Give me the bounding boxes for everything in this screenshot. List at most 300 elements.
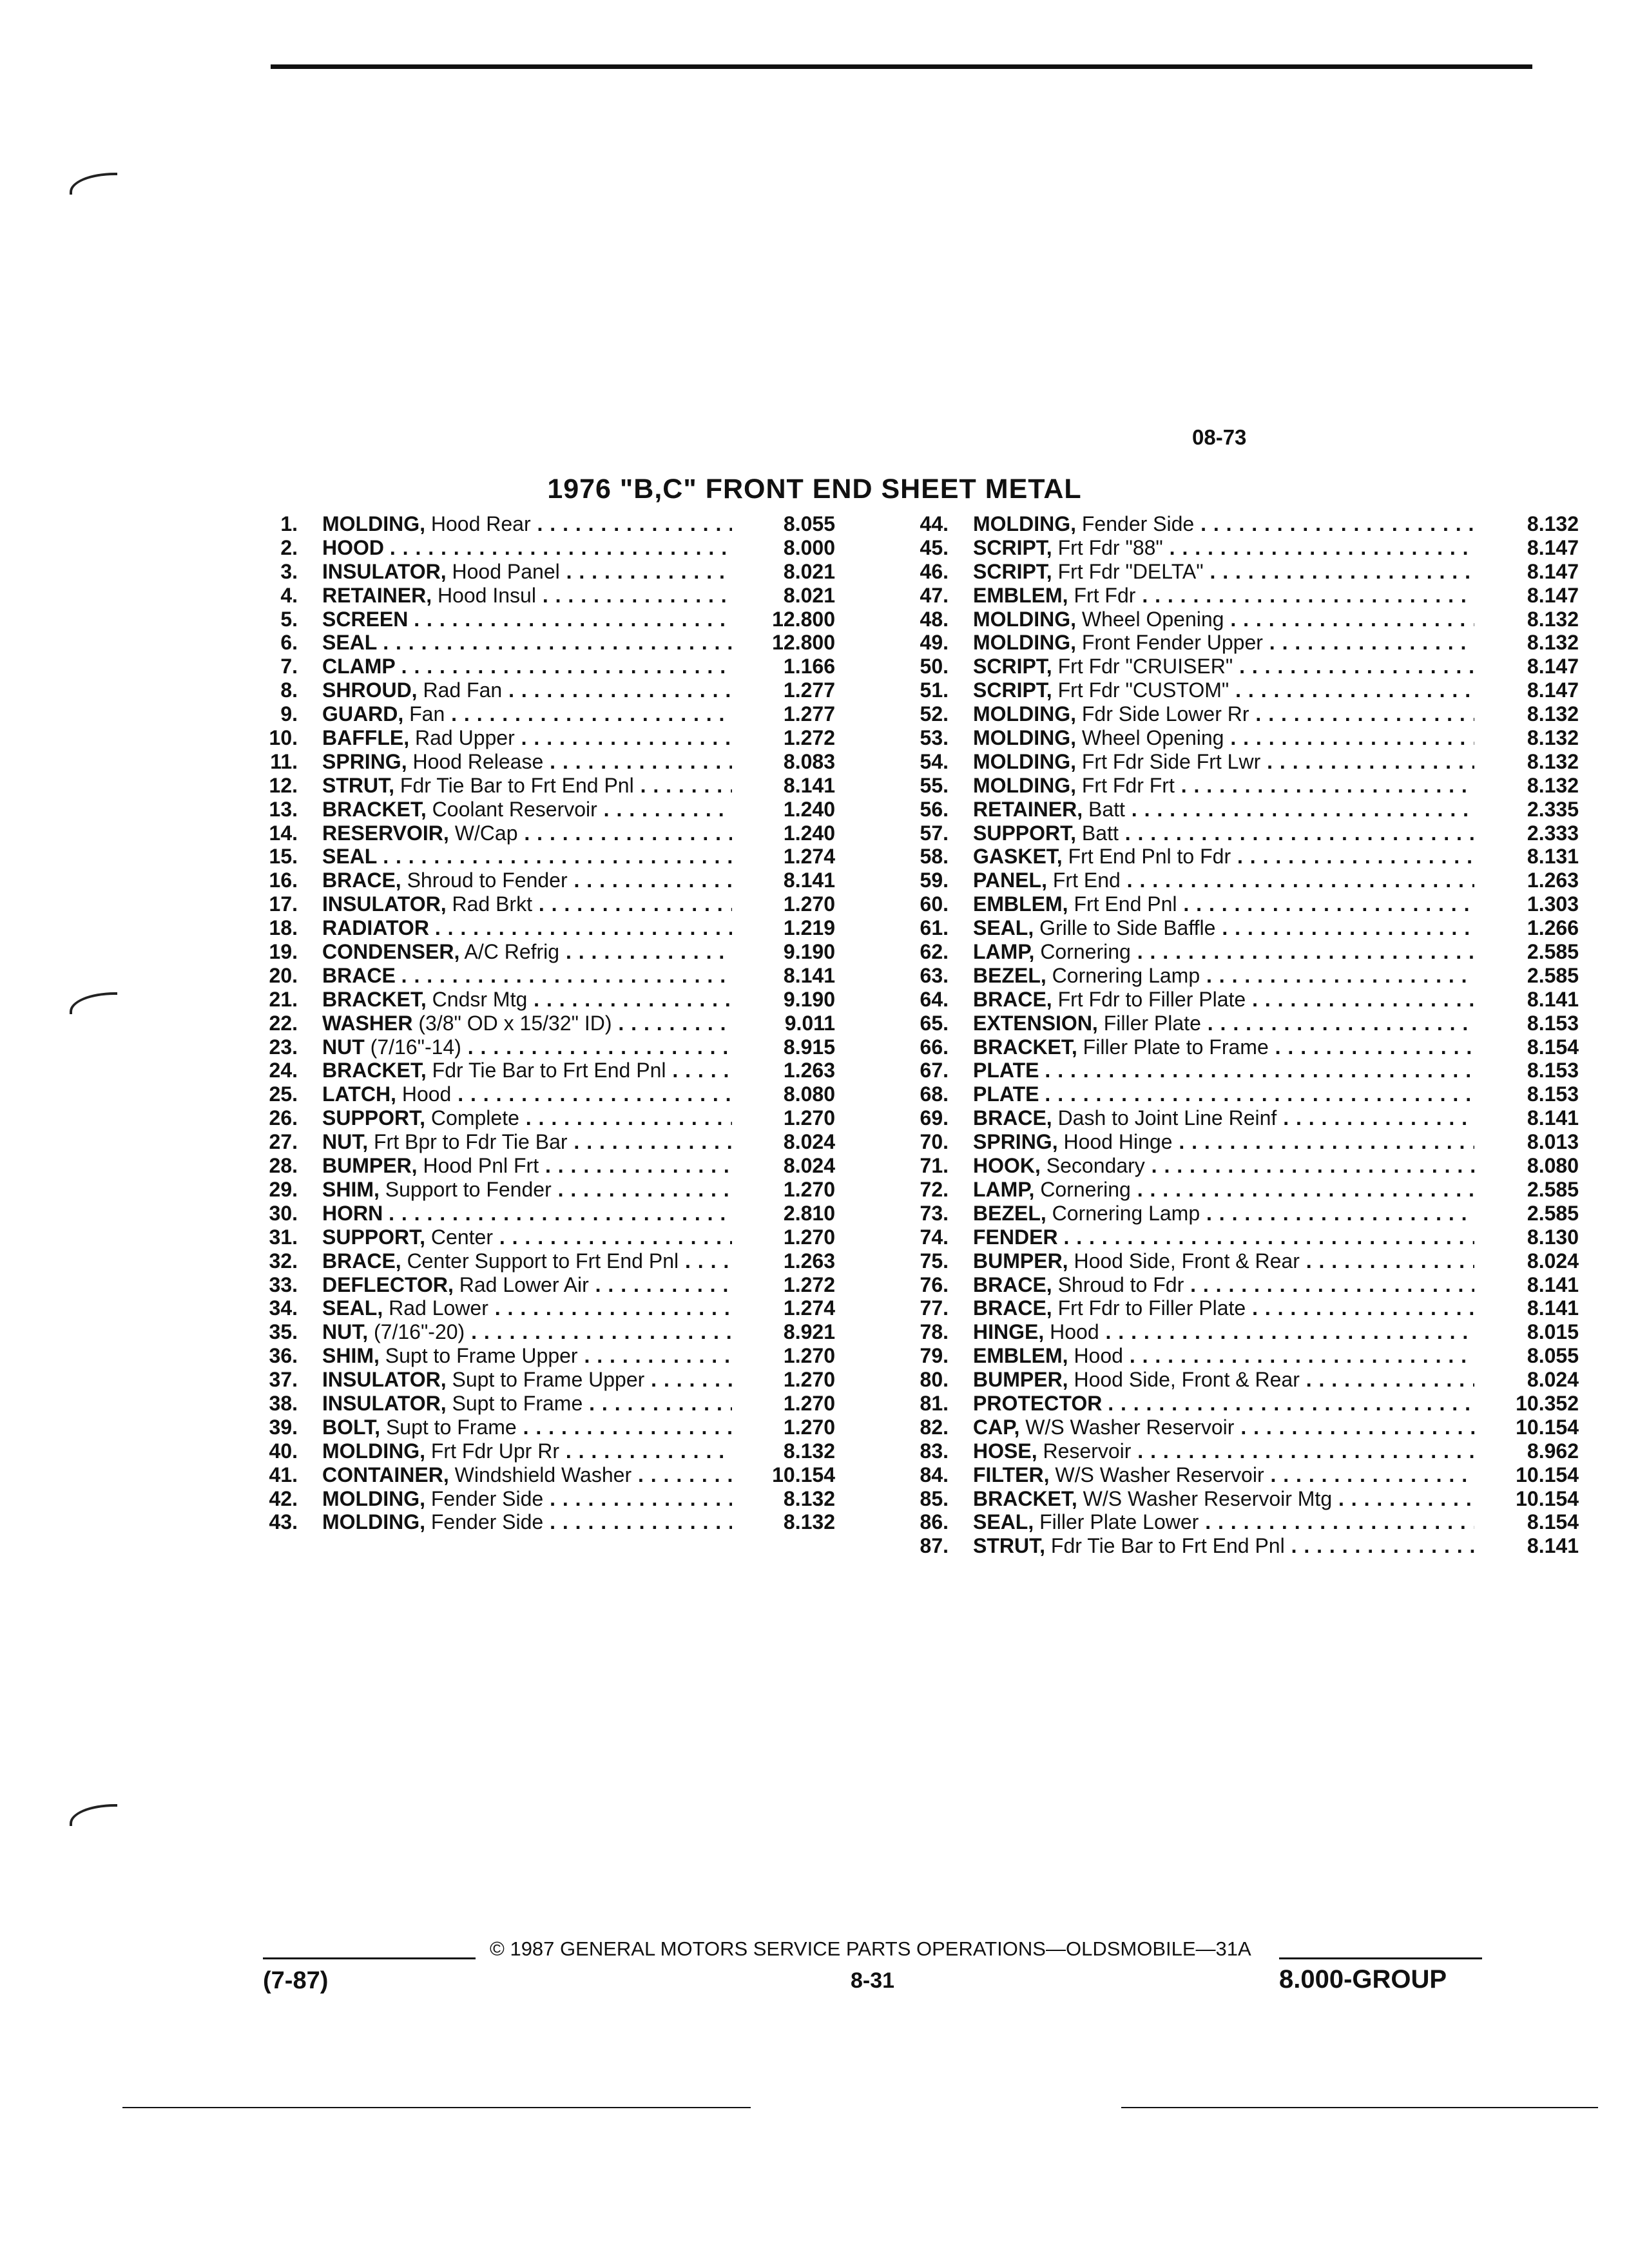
item-number: 30. — [269, 1201, 298, 1225]
footer-rule-left — [263, 1957, 476, 1959]
part-name: MOLDING, — [322, 512, 425, 535]
group-number: 1.277 — [732, 678, 835, 702]
group-number: 1.270 — [732, 1392, 835, 1416]
part-name: MOLDING, — [322, 1486, 425, 1510]
part-detail: Hood Insul — [437, 583, 536, 607]
group-number: 1.266 — [1476, 916, 1579, 940]
part-name: BAFFLE, — [322, 726, 410, 750]
part-name: FILTER, — [973, 1463, 1050, 1486]
part-name: PLATE — [973, 1059, 1039, 1082]
item-number: 67. — [920, 1059, 949, 1082]
part-detail: Windshield Washer — [454, 1463, 632, 1486]
item-number: 22. — [269, 1011, 298, 1035]
part-name: SEAL, — [973, 1510, 1034, 1534]
part-detail: Wheel Opening — [1081, 607, 1224, 631]
item-number: 37. — [269, 1368, 298, 1392]
item-number: 58. — [920, 845, 949, 869]
item-description — [322, 892, 740, 916]
group-number: 8.154 — [1476, 1510, 1579, 1534]
group-number: 12.800 — [732, 631, 835, 655]
footer-rule-right — [1279, 1957, 1482, 1959]
group-number: 9.011 — [732, 1012, 835, 1035]
group-number: 8.141 — [1476, 1273, 1579, 1297]
item-description — [322, 1154, 740, 1178]
group-number: 8.153 — [1476, 1082, 1579, 1106]
part-name: NUT — [322, 1035, 365, 1059]
part-name: SEAL — [322, 845, 378, 869]
item-number: 21. — [269, 987, 298, 1011]
part-name: EMBLEM, — [973, 1344, 1068, 1368]
item-description — [973, 1106, 1474, 1130]
part-detail: Hood Panel — [452, 559, 560, 583]
part-detail: Fdr Tie Bar to Frt End Pnl — [400, 773, 634, 797]
part-name: BRACKET, — [973, 1486, 1077, 1510]
item-description — [322, 916, 740, 940]
group-number: 1.277 — [732, 702, 835, 726]
item-number: 74. — [920, 1225, 949, 1249]
item-description — [973, 988, 1474, 1012]
part-detail: Batt — [1088, 797, 1125, 821]
part-name: MOLDING, — [973, 702, 1076, 726]
item-description — [322, 702, 740, 726]
item-description — [973, 512, 1474, 536]
part-name: BRACE, — [973, 1296, 1052, 1320]
item-description — [973, 560, 1474, 584]
part-name: CLAMP — [322, 655, 396, 678]
item-number: 54. — [920, 749, 949, 773]
item-number: 8. — [280, 678, 298, 702]
group-number: 8.962 — [1476, 1439, 1579, 1463]
item-description — [973, 1487, 1474, 1511]
item-description — [973, 536, 1474, 560]
item-number: 71. — [920, 1154, 949, 1178]
part-detail: Fender Side — [430, 1510, 544, 1534]
item-description — [973, 655, 1474, 678]
part-name: SUPPORT, — [973, 821, 1077, 845]
group-number: 2.585 — [1476, 964, 1579, 988]
copyright-line: © 1987 GENERAL MOTORS SERVICE PARTS OPERATIONS—OLDSMOBILE—31A — [490, 1937, 1251, 1960]
item-number: 68. — [920, 1082, 949, 1106]
part-name: SHIM, — [322, 1344, 380, 1368]
item-number: 10. — [269, 726, 298, 750]
group-number: 1.270 — [732, 1225, 835, 1249]
part-detail: Dash to Joint Line Reinf — [1057, 1106, 1277, 1130]
part-name: BRACKET, — [322, 1059, 427, 1082]
part-detail: W/Cap — [454, 821, 518, 845]
group-number: 2.810 — [732, 1202, 835, 1225]
item-description — [973, 678, 1474, 702]
part-name: FENDER — [973, 1225, 1058, 1249]
group-number: 1.263 — [1476, 869, 1579, 892]
item-description — [973, 726, 1474, 750]
item-description — [973, 1534, 1474, 1558]
item-description — [973, 1463, 1474, 1487]
item-description — [322, 1344, 740, 1368]
item-description — [322, 536, 740, 560]
part-detail: Hood Pnl Frt — [423, 1154, 539, 1178]
item-number: 50. — [920, 655, 949, 678]
group-number: 8.024 — [1476, 1368, 1579, 1392]
group-number: 2.335 — [1476, 798, 1579, 822]
part-name: BUMPER, — [973, 1249, 1068, 1273]
part-name: NUT, — [322, 1130, 369, 1154]
item-number: 31. — [269, 1225, 298, 1249]
group-number: 1.270 — [732, 1416, 835, 1439]
part-name: HORN — [322, 1201, 383, 1225]
group-number: 1.274 — [732, 1296, 835, 1320]
item-number: 26. — [269, 1106, 298, 1130]
item-number: 55. — [920, 773, 949, 797]
item-description — [322, 750, 740, 774]
part-name: SPRING, — [322, 749, 407, 773]
item-description — [973, 1225, 1474, 1249]
part-name: MOLDING, — [973, 607, 1076, 631]
part-detail: Rad Lower Air — [459, 1273, 589, 1296]
item-number: 69. — [920, 1106, 949, 1130]
item-description — [322, 631, 740, 655]
bottom-rule-left — [122, 2107, 751, 2108]
part-detail: Fdr Side Lower Rr — [1081, 702, 1249, 726]
item-description — [322, 726, 740, 750]
item-number: 66. — [920, 1035, 949, 1059]
part-detail: Rad Upper — [414, 726, 515, 750]
group-number: 8.015 — [1476, 1320, 1579, 1344]
item-description — [322, 774, 740, 798]
part-detail: Wheel Opening — [1081, 726, 1224, 750]
item-description — [973, 798, 1474, 822]
part-detail: Hood — [1074, 1344, 1123, 1368]
item-number: 70. — [920, 1130, 949, 1154]
item-number: 11. — [270, 749, 298, 773]
group-number: 1.270 — [732, 1106, 835, 1130]
item-description — [322, 1487, 740, 1511]
item-number: 6. — [280, 631, 298, 655]
part-detail: Frt Fdr Upr Rr — [430, 1439, 559, 1463]
item-description — [322, 1082, 740, 1106]
punch-mark — [70, 1804, 117, 1826]
part-detail: Fan — [409, 702, 445, 726]
group-label: 8.000-GROUP — [1279, 1965, 1447, 1994]
page-number: 8-31 — [851, 1968, 895, 1993]
part-detail: Secondary — [1046, 1154, 1145, 1178]
part-name: SEAL, — [322, 1296, 383, 1320]
part-name: BRACE — [322, 963, 396, 987]
part-detail: Shroud to Fender — [407, 869, 568, 892]
group-number: 8.055 — [732, 512, 835, 536]
group-number: 9.190 — [732, 940, 835, 964]
item-number: 53. — [920, 726, 949, 750]
page-title: 1976 "B,C" FRONT END SHEET METAL — [547, 474, 1082, 505]
item-description — [322, 512, 740, 536]
group-number: 8.013 — [1476, 1130, 1579, 1154]
part-name: SHIM, — [322, 1177, 380, 1201]
group-number: 1.270 — [732, 1368, 835, 1392]
item-number: 72. — [920, 1177, 949, 1201]
part-name: MOLDING, — [973, 512, 1076, 535]
part-detail: Frt Fdr "CRUISER" — [1057, 655, 1233, 678]
part-detail: Shroud to Fdr — [1057, 1273, 1184, 1296]
part-name: HINGE, — [973, 1320, 1045, 1344]
part-detail: Supt to Frame Upper — [385, 1344, 578, 1368]
item-description — [973, 1082, 1474, 1106]
group-number: 8.132 — [732, 1439, 835, 1463]
group-number: 8.132 — [732, 1510, 835, 1534]
group-number: 8.131 — [1476, 845, 1579, 869]
top-rule — [271, 64, 1532, 69]
part-detail: Frt Fdr to Filler Plate — [1057, 1296, 1246, 1320]
group-number: 8.132 — [732, 1487, 835, 1511]
item-number: 47. — [920, 583, 949, 607]
group-number: 8.141 — [1476, 1296, 1579, 1320]
part-detail: Hood Release — [412, 749, 544, 773]
item-number: 18. — [269, 916, 298, 940]
group-number: 8.141 — [1476, 988, 1579, 1012]
part-name: CONDENSER, — [322, 940, 460, 964]
item-description — [322, 1130, 740, 1154]
part-name: BRACE, — [973, 987, 1052, 1011]
item-description — [322, 869, 740, 892]
item-number: 15. — [269, 845, 298, 869]
group-number: 8.132 — [1476, 608, 1579, 631]
part-name: SEAL — [322, 631, 378, 655]
part-name: RETAINER, — [322, 583, 432, 607]
item-number: 23. — [269, 1035, 298, 1059]
item-number: 75. — [920, 1249, 949, 1273]
part-detail: W/S Washer Reservoir — [1055, 1463, 1264, 1486]
group-number: 8.141 — [1476, 1534, 1579, 1558]
group-number: 8.915 — [732, 1035, 835, 1059]
group-number: 1.263 — [732, 1059, 835, 1082]
item-number: 25. — [269, 1082, 298, 1106]
item-number: 5. — [280, 607, 298, 631]
group-number: 2.333 — [1476, 822, 1579, 845]
item-description — [322, 940, 740, 964]
group-number: 1.272 — [732, 726, 835, 750]
item-number: 64. — [920, 987, 949, 1011]
item-number: 49. — [920, 631, 949, 655]
group-number: 8.132 — [1476, 702, 1579, 726]
item-number: 78. — [920, 1320, 949, 1344]
part-name: INSULATOR, — [322, 559, 447, 583]
item-number: 7. — [280, 655, 298, 678]
item-description — [973, 1178, 1474, 1202]
part-detail: W/S Washer Reservoir — [1025, 1415, 1235, 1439]
part-detail: Filler Plate — [1103, 1011, 1201, 1035]
group-number: 2.585 — [1476, 1178, 1579, 1202]
part-name: CONTAINER, — [322, 1463, 449, 1486]
group-number: 8.147 — [1476, 655, 1579, 678]
part-detail: (3/8" OD x 15/32" ID) — [418, 1011, 612, 1035]
group-number: 1.219 — [732, 916, 835, 940]
item-number: 82. — [920, 1415, 949, 1439]
item-description — [973, 631, 1474, 655]
part-detail: Complete — [430, 1106, 519, 1130]
part-detail: Hood Side, Front & Rear — [1074, 1368, 1300, 1392]
group-number: 8.147 — [1476, 584, 1579, 608]
part-detail: Cornering Lamp — [1052, 963, 1200, 987]
part-detail: Fdr Tie Bar to Frt End Pnl — [432, 1059, 666, 1082]
item-number: 60. — [920, 892, 949, 916]
group-number: 8.055 — [1476, 1344, 1579, 1368]
part-name: BOLT, — [322, 1415, 381, 1439]
item-description — [322, 678, 740, 702]
part-detail: Fender Side — [1081, 512, 1195, 535]
item-number: 14. — [269, 821, 298, 845]
item-number: 46. — [920, 559, 949, 583]
part-detail: Frt Fdr "88" — [1057, 535, 1163, 559]
item-description — [322, 1035, 740, 1059]
item-description — [973, 1012, 1474, 1035]
part-name: RETAINER, — [973, 797, 1083, 821]
item-description — [973, 584, 1474, 608]
part-name: HOOD — [322, 535, 384, 559]
item-number: 56. — [920, 797, 949, 821]
group-number: 1.274 — [732, 845, 835, 869]
item-number: 24. — [269, 1059, 298, 1082]
group-number: 1.272 — [732, 1273, 835, 1297]
part-name: HOSE, — [973, 1439, 1037, 1463]
part-name: LAMP, — [973, 940, 1035, 964]
part-name: CAP, — [973, 1415, 1020, 1439]
group-number: 8.021 — [732, 560, 835, 584]
part-name: HOOK, — [973, 1154, 1041, 1178]
group-number: 8.141 — [732, 869, 835, 892]
item-number: 43. — [269, 1510, 298, 1534]
item-description — [973, 1344, 1474, 1368]
group-number: 8.021 — [732, 584, 835, 608]
part-name: BUMPER, — [322, 1154, 418, 1178]
item-description — [973, 1392, 1474, 1416]
item-number: 63. — [920, 963, 949, 987]
part-name: LAMP, — [973, 1177, 1035, 1201]
item-number: 42. — [269, 1486, 298, 1510]
item-number: 19. — [269, 940, 298, 964]
item-number: 12. — [269, 773, 298, 797]
item-number: 65. — [920, 1011, 949, 1035]
part-name: GUARD, — [322, 702, 404, 726]
part-name: PANEL, — [973, 869, 1047, 892]
part-name: DEFLECTOR, — [322, 1273, 454, 1296]
part-detail: Reservoir — [1043, 1439, 1132, 1463]
part-name: INSULATOR, — [322, 1391, 447, 1415]
part-detail: Supt to Frame — [385, 1415, 517, 1439]
item-description — [973, 774, 1474, 798]
group-number: 1.270 — [732, 892, 835, 916]
group-number: 8.153 — [1476, 1059, 1579, 1082]
item-description — [973, 750, 1474, 774]
item-number: 27. — [269, 1130, 298, 1154]
item-description — [322, 655, 740, 678]
group-number: 12.800 — [732, 608, 835, 631]
item-number: 9. — [280, 702, 298, 726]
item-number: 77. — [920, 1296, 949, 1320]
group-number: 1.270 — [732, 1178, 835, 1202]
part-detail: Frt Bpr to Fdr Tie Bar — [374, 1130, 568, 1154]
part-detail: Cornering — [1040, 1177, 1131, 1201]
item-description — [973, 892, 1474, 916]
item-description — [973, 1296, 1474, 1320]
item-description — [973, 1439, 1474, 1463]
item-description — [973, 1249, 1474, 1273]
page-code: 08-73 — [1192, 425, 1247, 449]
item-number: 80. — [920, 1368, 949, 1392]
part-detail: Rad Lower — [389, 1296, 488, 1320]
group-number: 8.130 — [1476, 1225, 1579, 1249]
punch-mark — [70, 992, 117, 1014]
item-number: 52. — [920, 702, 949, 726]
part-name: SHROUD, — [322, 678, 418, 702]
item-number: 17. — [269, 892, 298, 916]
part-detail: A/C Refrig — [464, 940, 560, 964]
part-detail: Front Fender Upper — [1081, 631, 1263, 655]
part-detail: Batt — [1081, 821, 1119, 845]
punch-mark — [70, 173, 117, 195]
group-number: 8.024 — [732, 1154, 835, 1178]
group-number: 8.000 — [732, 536, 835, 560]
item-description — [973, 1368, 1474, 1392]
group-number: 8.147 — [1476, 560, 1579, 584]
item-number: 81. — [920, 1391, 949, 1415]
part-detail: Hood — [1050, 1320, 1099, 1344]
part-name: SCRIPT, — [973, 535, 1052, 559]
part-name: PLATE — [973, 1082, 1039, 1106]
part-name: STRUT, — [322, 773, 394, 797]
item-description — [322, 1273, 740, 1297]
part-name: RESERVOIR, — [322, 821, 449, 845]
group-number: 8.080 — [1476, 1154, 1579, 1178]
item-description — [322, 1463, 740, 1487]
item-description — [322, 1225, 740, 1249]
group-number: 8.083 — [732, 750, 835, 774]
part-name: SUPPORT, — [322, 1225, 426, 1249]
item-description — [322, 1106, 740, 1130]
item-number: 85. — [920, 1486, 949, 1510]
part-name: SEAL, — [973, 916, 1034, 940]
item-number: 32. — [269, 1249, 298, 1273]
item-description — [973, 1130, 1474, 1154]
item-number: 20. — [269, 963, 298, 987]
part-name: GASKET, — [973, 845, 1063, 869]
item-number: 76. — [920, 1273, 949, 1296]
part-name: BEZEL, — [973, 963, 1046, 987]
item-description — [322, 845, 740, 869]
part-name: SCRIPT, — [973, 678, 1052, 702]
part-detail: (7/16"-14) — [370, 1035, 461, 1059]
part-name: PROTECTOR — [973, 1391, 1103, 1415]
item-number: 41. — [269, 1463, 298, 1486]
part-name: SUPPORT, — [322, 1106, 426, 1130]
group-number: 10.154 — [1476, 1463, 1579, 1487]
item-number: 4. — [280, 583, 298, 607]
group-number: 9.190 — [732, 988, 835, 1012]
item-description — [322, 798, 740, 822]
item-number: 39. — [269, 1415, 298, 1439]
group-number: 1.270 — [732, 1344, 835, 1368]
part-name: BRACE, — [322, 1249, 401, 1273]
part-detail: Filler Plate to Frame — [1083, 1035, 1269, 1059]
group-number: 8.147 — [1476, 678, 1579, 702]
part-detail: Rad Brkt — [452, 892, 532, 916]
item-description — [322, 1012, 740, 1035]
item-number: 44. — [920, 512, 949, 535]
part-detail: Hood Side, Front & Rear — [1074, 1249, 1300, 1273]
item-description — [973, 845, 1474, 869]
group-number: 8.154 — [1476, 1035, 1579, 1059]
part-detail: Filler Plate Lower — [1039, 1510, 1199, 1534]
item-number: 62. — [920, 940, 949, 964]
item-number: 48. — [920, 607, 949, 631]
item-number: 57. — [920, 821, 949, 845]
